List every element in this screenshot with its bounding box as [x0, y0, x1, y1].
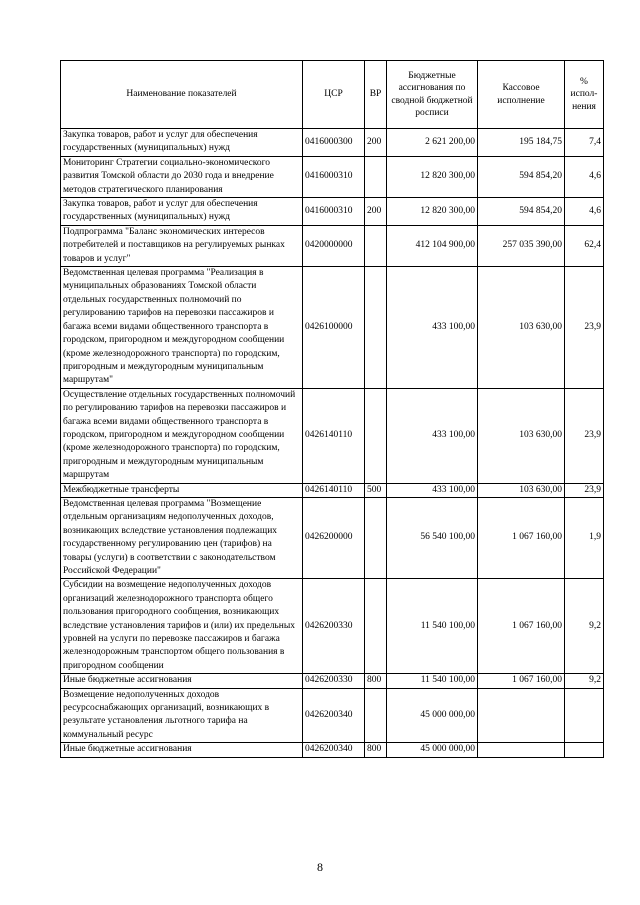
row-allocations: 2 621 200,00	[387, 129, 478, 157]
row-percent: 23,9	[565, 388, 604, 483]
table-row	[61, 674, 604, 688]
page-number: 8	[317, 860, 323, 874]
table-row	[61, 688, 604, 743]
row-name: Иные бюджетные ассигнования	[61, 674, 303, 688]
table-row	[61, 497, 604, 578]
table-row	[61, 483, 604, 497]
row-percent: 23,9	[565, 483, 604, 497]
row-percent: 9,2	[565, 579, 604, 674]
table-row	[61, 579, 604, 674]
header-cash-execution: Кассовое исполнение	[478, 61, 565, 129]
row-vr	[365, 225, 387, 266]
row-allocations: 12 820 300,00	[387, 156, 478, 197]
row-percent: 9,2	[565, 674, 604, 688]
row-cash-execution: 594 854,20	[478, 156, 565, 197]
row-percent: 4,6	[565, 156, 604, 197]
header-csr: ЦСР	[303, 61, 365, 129]
row-percent: 7,4	[565, 129, 604, 157]
row-allocations: 433 100,00	[387, 267, 478, 389]
row-vr: 500	[365, 483, 387, 497]
row-csr: 0426140110	[303, 483, 365, 497]
row-csr: 0426200000	[303, 497, 365, 578]
row-name: Ведомственная целевая программа "Реализация в муниципальных образованиях Томской области отдельных государственных полномочий по регулированию тарифов на перевозки пассажиров и багажа всеми видами общественного транспорта в городском, пригородном и междугородном сообщении (кроме железнодорожного транспорта) по городским, пригородным и междугородным муниципальным маршрутам"	[61, 267, 303, 389]
row-cash-execution: 257 035 390,00	[478, 225, 565, 266]
row-percent: 62,4	[565, 225, 604, 266]
row-name: Межбюджетные трансферты	[61, 483, 303, 497]
row-allocations: 56 540 100,00	[387, 497, 478, 578]
row-name: Возмещение недополученных доходов ресурсоснабжающих организаций, возникающих в результате установления льготного тарифа на коммунальный ресурс	[61, 688, 303, 743]
table-row	[61, 198, 604, 226]
row-csr: 0416000310	[303, 198, 365, 226]
row-allocations: 11 540 100,00	[387, 674, 478, 688]
row-cash-execution: 103 630,00	[478, 267, 565, 389]
row-csr: 0426200330	[303, 579, 365, 674]
row-csr: 0420000000	[303, 225, 365, 266]
row-name: Подпрограмма "Баланс экономических интересов потребителей и поставщиков на регулируемых рынках товаров и услуг"	[61, 225, 303, 266]
row-allocations: 45 000 000,00	[387, 688, 478, 743]
row-name: Осуществление отдельных государственных полномочий по регулированию тарифов на перевозки пассажиров и багажа всеми видами общественного транспорта в городском, пригородном и междугородном сообщении (кроме железнодорожного транспорта) по городским, пригородным и междугородным муниципальным маршрутам	[61, 388, 303, 483]
row-name: Иные бюджетные ассигнования	[61, 743, 303, 757]
row-allocations: 412 104 900,00	[387, 225, 478, 266]
budget-execution-table	[60, 60, 604, 758]
row-allocations: 45 000 000,00	[387, 743, 478, 757]
row-name: Ведомственная целевая программа "Возмещение отдельным организациям недополученных доходов, возникающих вследствие установления подлежащих государственному регулированию цен (тарифов) на товары (услуги) в соответствии с законодательством Российской Федерации"	[61, 497, 303, 578]
header-percent: % испол-нения	[565, 61, 604, 129]
row-vr	[365, 497, 387, 578]
row-csr: 0416000300	[303, 129, 365, 157]
row-csr: 0426200330	[303, 674, 365, 688]
table-row	[61, 225, 604, 266]
row-csr: 0426200340	[303, 743, 365, 757]
row-name: Мониторинг Стратегии социально-экономического развития Томской области до 2030 года и внедрение методов стратегического планирования	[61, 156, 303, 197]
row-percent: 1,9	[565, 497, 604, 578]
row-vr: 800	[365, 743, 387, 757]
row-cash-execution	[478, 688, 565, 743]
row-name: Закупка товаров, работ и услуг для обеспечения государственных (муниципальных) нужд	[61, 198, 303, 226]
row-allocations: 12 820 300,00	[387, 198, 478, 226]
row-cash-execution: 195 184,75	[478, 129, 565, 157]
table-row	[61, 267, 604, 389]
row-allocations: 433 100,00	[387, 388, 478, 483]
row-percent: 4,6	[565, 198, 604, 226]
row-percent	[565, 688, 604, 743]
row-name: Закупка товаров, работ и услуг для обеспечения государственных (муниципальных) нужд	[61, 129, 303, 157]
row-vr: 200	[365, 198, 387, 226]
row-vr: 200	[365, 129, 387, 157]
table-row	[61, 129, 604, 157]
row-vr	[365, 388, 387, 483]
row-vr	[365, 688, 387, 743]
table-row	[61, 388, 604, 483]
row-cash-execution: 1 067 160,00	[478, 579, 565, 674]
row-vr	[365, 579, 387, 674]
row-percent	[565, 743, 604, 757]
row-percent: 23,9	[565, 267, 604, 389]
row-csr: 0426140110	[303, 388, 365, 483]
row-cash-execution: 594 854,20	[478, 198, 565, 226]
row-vr	[365, 267, 387, 389]
table-row	[61, 156, 604, 197]
row-csr: 0426100000	[303, 267, 365, 389]
row-vr: 800	[365, 674, 387, 688]
row-cash-execution: 1 067 160,00	[478, 497, 565, 578]
row-vr	[365, 156, 387, 197]
row-allocations: 433 100,00	[387, 483, 478, 497]
table-row	[61, 743, 604, 757]
row-cash-execution: 1 067 160,00	[478, 674, 565, 688]
header-allocations: Бюджетные ассигнования по сводной бюджетной росписи	[387, 61, 478, 129]
row-cash-execution: 103 630,00	[478, 483, 565, 497]
row-cash-execution: 103 630,00	[478, 388, 565, 483]
table-header-row	[61, 61, 604, 129]
header-vr: ВР	[365, 61, 387, 129]
row-allocations: 11 540 100,00	[387, 579, 478, 674]
row-csr: 0416000310	[303, 156, 365, 197]
row-csr: 0426200340	[303, 688, 365, 743]
header-name: Наименование показателей	[61, 61, 303, 129]
row-cash-execution	[478, 743, 565, 757]
row-name: Субсидии на возмещение недополученных доходов организаций железнодорожного транспорта общего пользования пригородного сообщения, возникающих вследствие установления тарифов и (или) их предельных уровней на услуги по перевозке пассажиров и багажа железнодорожным транспортом общего пользования в пригородном сообщении	[61, 579, 303, 674]
